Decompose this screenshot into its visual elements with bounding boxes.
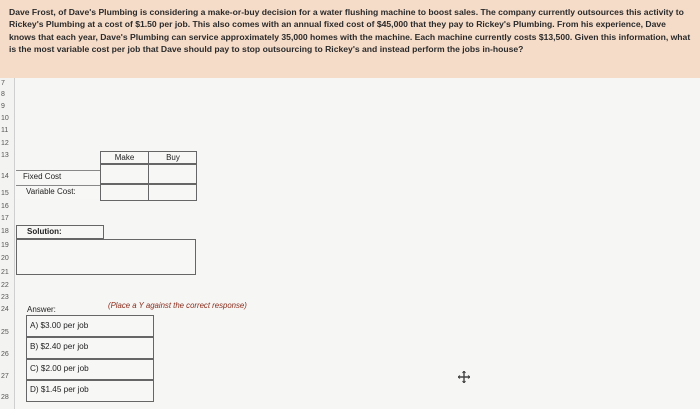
buy-fixed-cost-cell[interactable] (148, 164, 197, 184)
fixed-cost-label: Fixed Cost (23, 172, 62, 181)
row-number: 28 (1, 394, 9, 401)
make-variable-cost-cell[interactable] (100, 184, 149, 201)
row-number: 26 (1, 351, 9, 358)
row-number: 16 (1, 203, 9, 210)
row-number: 7 (1, 80, 5, 87)
row-number: 9 (1, 103, 5, 110)
row-number: 21 (1, 269, 9, 276)
row-number: 18 (1, 228, 9, 235)
solution-input-area[interactable] (16, 239, 196, 275)
buy-header: Buy (166, 153, 180, 162)
option-b-label: B) $2.40 per job (30, 342, 89, 351)
solution-label: Solution: (27, 227, 62, 236)
option-d-label: D) $1.45 per job (30, 385, 89, 394)
buy-variable-cost-cell[interactable] (148, 184, 197, 201)
row-number: 23 (1, 294, 9, 301)
row-number: 15 (1, 190, 9, 197)
instruction-note: (Place a Y against the correct response) (108, 301, 247, 310)
crosshair-cursor-icon (458, 371, 470, 383)
answer-label: Answer: (27, 305, 56, 314)
row-number: 17 (1, 215, 9, 222)
row-number: 27 (1, 373, 9, 380)
question-text: Dave Frost, of Dave's Plumbing is considering a make-or-buy decision for a water flushing machine to boost sales. The company currently outsources this activity to Rickey's Plumbing at a cost of $1.50 per job. This also comes with an annual fixed cost of $45,000 that they pay to Rickey's Plumbing. From his experience, Dave knows that each year, Dave's Plumbing can service approximately 35,000 homes with the machine. Each machine currently costs $13,500. Given this information, what is the most variable cost per job that Dave should pay to stop outsourcing to Rickey's and instead perform the jobs in-house? (0, 0, 700, 78)
row-number: 24 (1, 306, 9, 313)
make-header: Make (114, 153, 135, 162)
make-fixed-cost-cell[interactable] (100, 164, 149, 184)
row-numbers (0, 0, 14, 409)
row-number: 11 (1, 127, 9, 134)
row-number: 12 (1, 140, 9, 147)
variable-cost-label: Variable Cost: (26, 187, 76, 196)
row-number: 25 (1, 329, 9, 336)
row-number: 20 (1, 255, 9, 262)
row-number: 22 (1, 282, 9, 289)
row-number: 19 (1, 242, 9, 249)
option-c-label: C) $2.00 per job (30, 364, 89, 373)
row-number: 8 (1, 91, 5, 98)
row-number: 10 (1, 115, 9, 122)
row-number: 14 (1, 173, 9, 180)
row-number: 13 (1, 152, 9, 159)
option-a-label: A) $3.00 per job (30, 321, 89, 330)
